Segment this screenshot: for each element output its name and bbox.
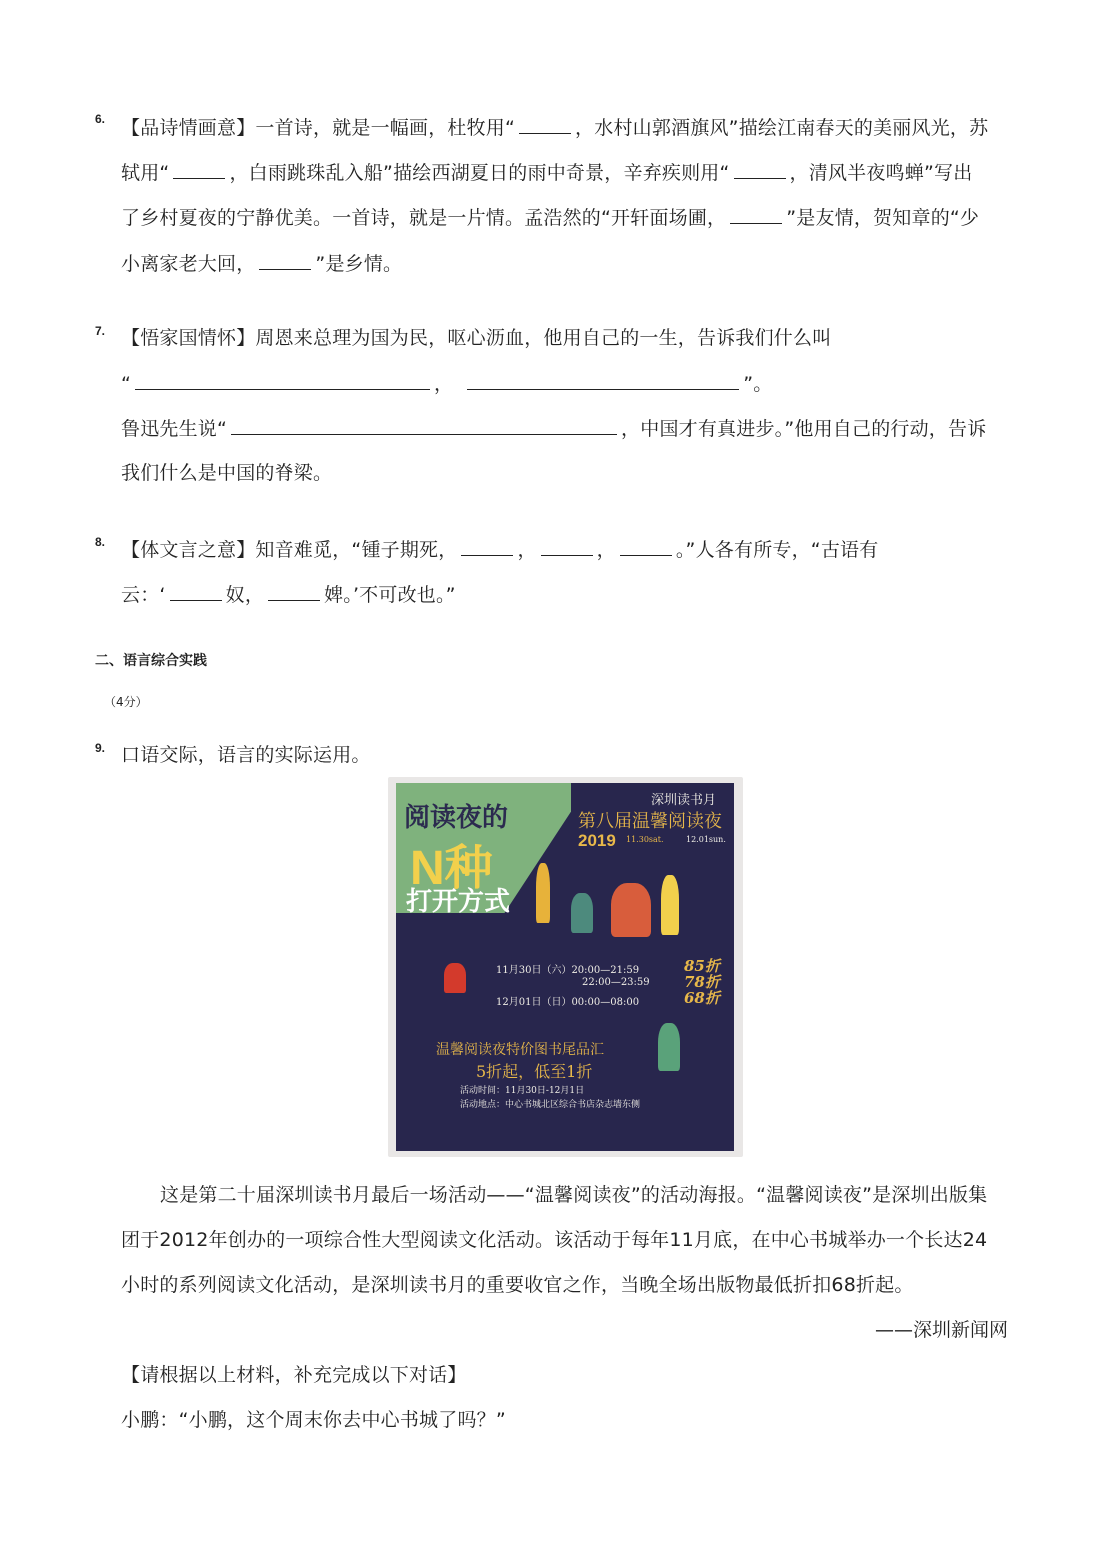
answer-blank[interactable] [135,369,430,390]
q6-line-4: 小离家老大回， ”是乡情。 [121,249,402,278]
figure-illustration [611,883,651,937]
q7-line-3: 鲁迅先生说“ ，中国才有真进步。”他用自己的行动，告诉 [121,414,986,443]
poster-sale-title: 温馨阅读夜特价图书尾品汇 [436,1042,604,1058]
answer-blank[interactable] [467,369,739,390]
q9-dialog-line-1: 小鹏：“小鹏，这个周末你去中心书城了吗？” [121,1409,506,1431]
section-score: （4分） [104,695,148,709]
figure-illustration [571,893,593,933]
q6-line-1: 【品诗情画意】一首诗，就是一幅画，杜牧用“ ，水村山郭酒旗风”描绘江南春天的美丽风光，苏 [121,113,988,142]
q6-line-3: 了乡村夏夜的宁静优美。一首诗，就是一片情。孟浩然的“开轩面场圃， ”是友情，贺知章的“少 [121,203,979,232]
figure-illustration [658,1023,680,1071]
poster-event-name: 第八届温馨阅读夜 [578,811,722,832]
poster-discount-2: 78折 [684,973,720,991]
poster-year: 2019 [578,831,616,850]
q7-line-4: 我们什么是中国的脊梁。 [121,462,333,484]
answer-blank[interactable] [170,580,222,601]
question-number-7: 7. [95,324,106,338]
poster-sale-place: 活动地点：中心书城北区综合书店杂志墙东侧 [460,1100,641,1110]
q6-line-2: 轼用“ ，白雨跳珠乱入船”描绘西湖夏日的雨中奇景，辛弃疾则用“ ，清风半夜鸣蝉”写出 [121,158,972,187]
q9-instruction: 【请根据以上材料，补充完成以下对话】 [121,1364,467,1386]
answer-blank[interactable] [259,249,311,270]
q9-source: ——深圳新闻网 [874,1319,1008,1341]
question-number-8: 8. [95,535,106,549]
answer-blank[interactable] [519,113,571,134]
figure-illustration [536,863,550,923]
answer-blank[interactable] [541,535,593,556]
poster-sale-time: 活动时间：11月30日-12月1日 [460,1086,585,1096]
q8-line-2: 云：‘ 奴， 婢。’不可改也。” [121,580,456,609]
question-number-6: 6. [95,112,106,126]
answer-blank[interactable] [268,580,320,601]
poster-time-3: 12月01日（日）00:00—08:00 [496,997,640,1008]
poster-discount-3: 68折 [684,989,720,1007]
poster-date-2: 12.01sun. [686,835,726,844]
poster-time-2: 22:00—23:59 [582,977,650,988]
q9-paragraph-line-3: 小时的系列阅读文化活动，是深圳读书月的重要收官之作，当晚全场出版物最低折扣68折起。 [121,1274,914,1296]
poster-title-1: 阅读夜的 [404,803,509,833]
poster-event-month: 深圳读书月 [651,793,717,808]
answer-blank[interactable] [231,414,617,435]
answer-blank[interactable] [734,158,786,179]
poster-sale-subtitle: 5折起，低至1折 [476,1062,593,1081]
q7-line-1: 【悟家国情怀】周恩来总理为国为民，呕心沥血，他用自己的一生，告诉我们什么叫 [121,327,832,349]
q7-line-2: “ ， ”。 [121,369,773,398]
answer-blank[interactable] [461,535,513,556]
poster-date-1: 11.30sat. [626,835,664,844]
poster-body [396,783,734,1151]
q9-paragraph-line-2: 团于2012年创办的一项综合性大型阅读文化活动。该活动于每年11月底，在中心书城举办一个长达24 [121,1229,988,1251]
q8-line-1: 【体文言之意】知音难觅，“锺子期死， ， ， 。”人各有所专，“古语有 [121,535,878,564]
poster-title-2: 打开方式 [406,887,511,917]
question-number-9: 9. [95,741,106,755]
section-title: 二、语言综合实践 [95,653,207,669]
answer-blank[interactable] [620,535,672,556]
poster-title-n: N种 [410,842,493,895]
figure-illustration [444,963,466,993]
q9-paragraph-line-1: 这是第二十届深圳读书月最后一场活动——“温馨阅读夜”的活动海报。“温馨阅读夜”是深圳出版集 [160,1184,988,1206]
poster-discount-1: 85折 [684,957,720,975]
answer-blank[interactable] [173,158,225,179]
figure-illustration [661,875,679,935]
event-poster-photo [388,777,743,1157]
answer-blank[interactable] [730,203,782,224]
q9-prompt: 口语交际，语言的实际运用。 [121,744,371,766]
poster-time-1: 11月30日（六）20:00—21:59 [496,965,640,976]
